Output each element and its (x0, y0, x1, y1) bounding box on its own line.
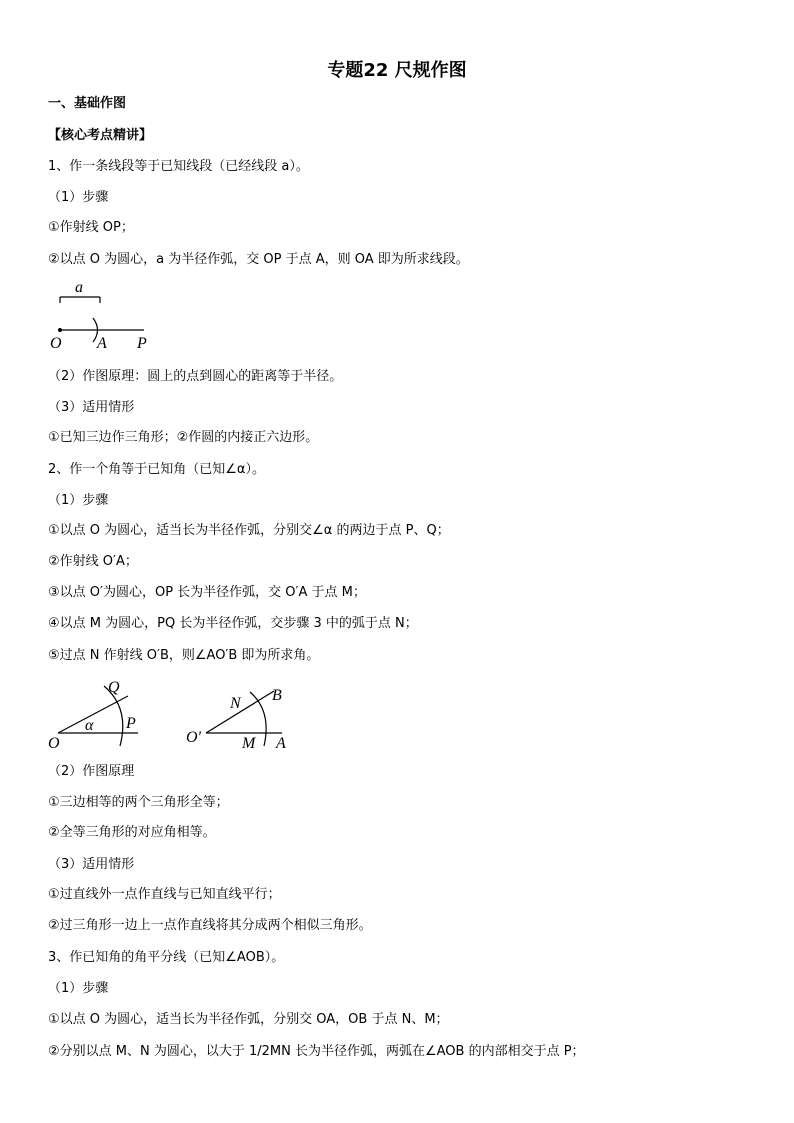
label-a-point: A (97, 335, 107, 352)
step-heading: （3）适用情形 (48, 857, 135, 872)
item-heading: 1、作一条线段等于已知线段（已经线段 a）。 (48, 159, 309, 174)
step-text: ①以点 O 为圆心，适当长为半径作弧，分别交 OA，OB 于点 N、M； (48, 1012, 449, 1027)
step-text: ④以点 M 为圆心，PQ 长为半径作弧，交步骤 3 中的弧于点 N； (48, 616, 418, 631)
label-a: a (75, 279, 83, 296)
step-heading: （2）作图原理 (48, 764, 135, 779)
step-text: ②分别以点 M、N 为圆心，以大于 1/2MN 长为半径作弧，两弧在∠AOB 的内部相交于点 P； (48, 1044, 585, 1059)
label-a: A (276, 735, 286, 752)
item-heading: 2、作一个角等于已知角（已知∠α）。 (48, 462, 265, 477)
step-text: ①三边相等的两个三角形全等； (48, 795, 229, 810)
step-text: ①以点 O 为圆心，适当长为半径作弧，分别交∠α 的两边于点 P、Q； (48, 523, 450, 538)
step-text: ①过直线外一点作直线与已知直线平行； (48, 887, 281, 902)
label-q: Q (108, 679, 120, 696)
label-p: P (126, 715, 136, 732)
step-text: ③以点 O′为圆心，OP 长为半径作弧，交 O′A 于点 M； (48, 585, 366, 600)
label-n: N (230, 695, 241, 712)
step-text: ⑤过点 N 作射线 O′B，则∠AO′B 即为所求角。 (48, 648, 320, 663)
label-p: P (137, 335, 147, 352)
label-o-prime: O′ (186, 729, 202, 746)
subsection-heading: 【核心考点精讲】 (48, 128, 153, 143)
step-heading: （3）适用情形 (48, 400, 135, 415)
step-text: ②以点 O 为圆心，a 为半径作弧，交 OP 于点 A，则 OA 即为所求线段。 (48, 252, 469, 267)
label-b: B (272, 687, 282, 704)
page-title: 专题22 尺规作图 (327, 60, 467, 81)
section-heading: 一、基础作图 (48, 96, 127, 111)
step-heading: （1）步骤 (48, 981, 109, 996)
label-o: O (48, 735, 60, 752)
label-o: O (50, 335, 62, 352)
angle-copy-figure (44, 676, 304, 754)
label-m: M (242, 735, 256, 752)
item-heading: 3、作已知角的角平分线（已知∠AOB）。 (48, 950, 285, 965)
step-heading: （1）步骤 (48, 190, 109, 205)
step-text: ①已知三边作三角形；②作圆的内接正六边形。 (48, 430, 319, 445)
step-text: ②过三角形一边上一点作直线将其分成两个相似三角形。 (48, 918, 372, 933)
step-text: ①作射线 OP； (48, 220, 134, 235)
principle-text: （2）作图原理：圆上的点到圆心的距离等于半径。 (48, 369, 343, 384)
segment-construction-figure (46, 278, 166, 354)
step-text: ②全等三角形的对应角相等。 (48, 825, 216, 840)
step-heading: （1）步骤 (48, 493, 109, 508)
step-text: ②作射线 O′A； (48, 554, 138, 569)
label-alpha: α (85, 717, 94, 734)
